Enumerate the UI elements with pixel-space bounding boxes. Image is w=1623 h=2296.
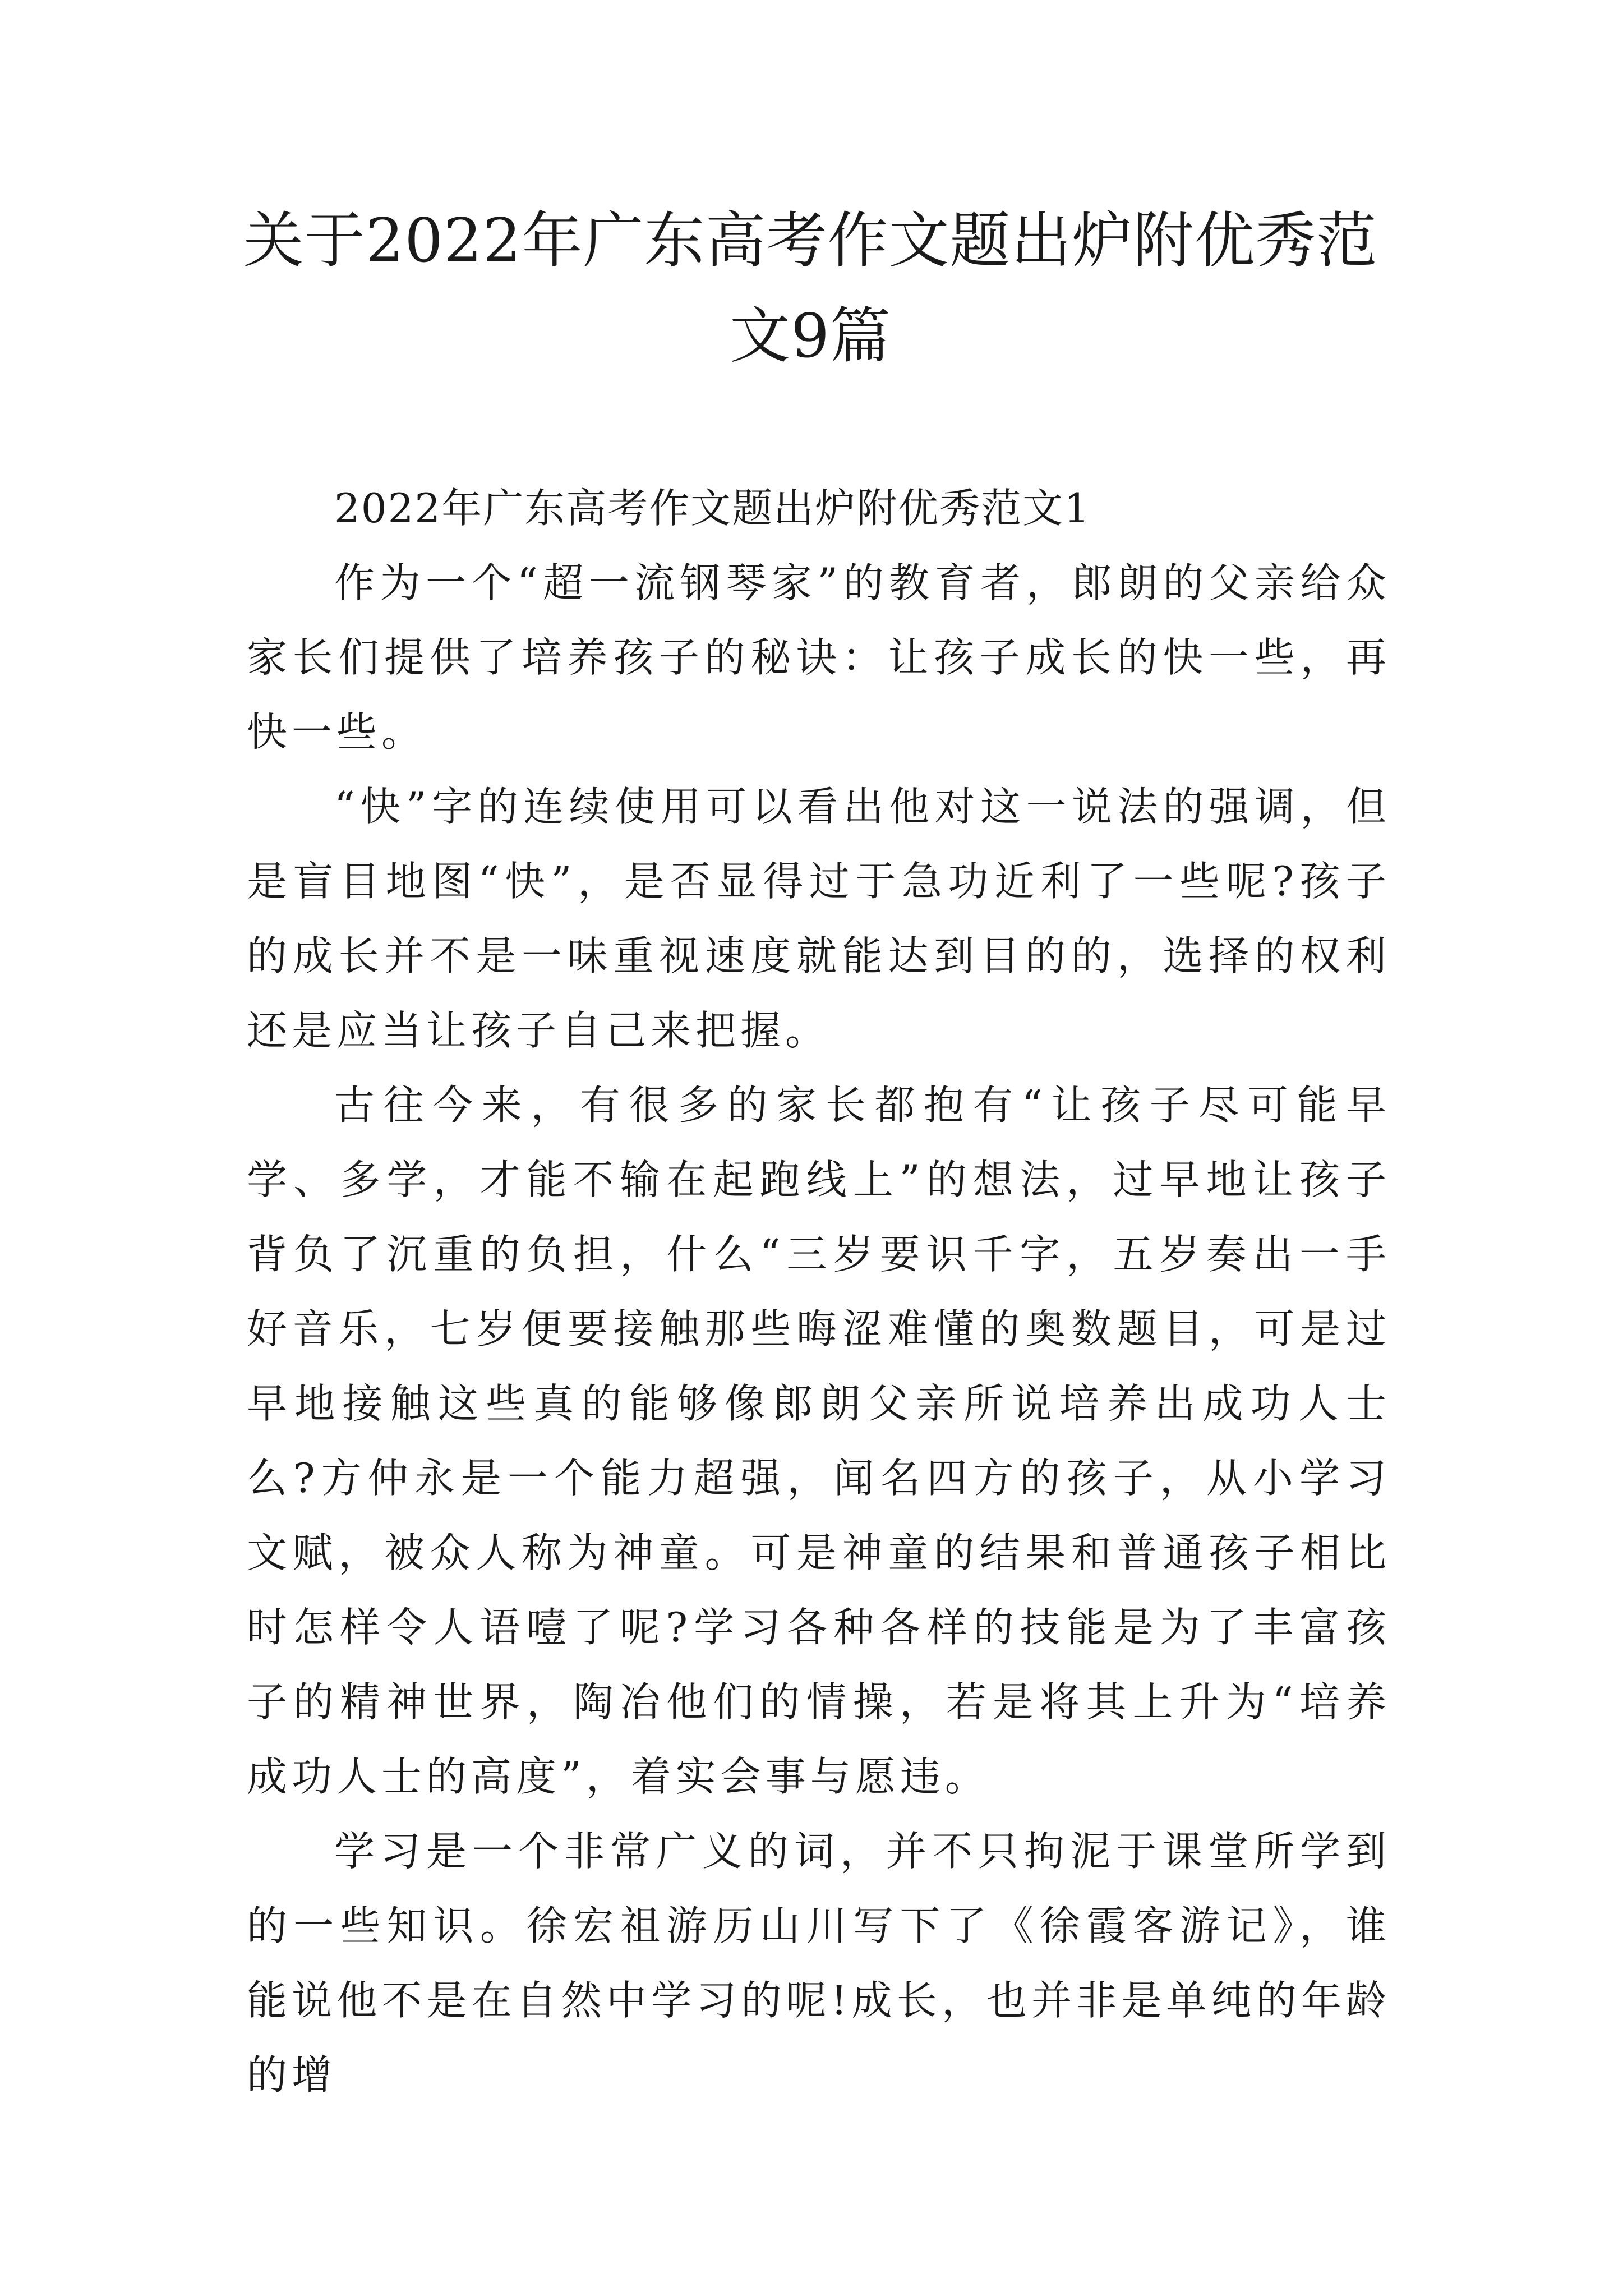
paragraph: “快”字的连续使用可以看出他对这一说法的强调，但是盲目地图“快”，是否显得过于急功近利了一些呢?孩子的成长并不是一味重视速度就能达到目的的，选择的权利还是应当让孩子自己来把握。 — [247, 783, 1391, 1054]
paragraph: 学习是一个非常广义的词，并不只拘泥于课堂所学到的一些知识。徐宏祖游历山川写下了《徐霞客游记》，谁能说他不是在自然中学习的呢!成长，也并非是单纯的年龄的增 — [247, 1828, 1391, 2099]
section-heading: 2022年广东高考作文题出炉附优秀范文1 — [334, 485, 1091, 532]
document-title: 关于2022年广东高考作文题出炉附优秀范文9篇 — [243, 206, 1378, 371]
document-body — [247, 471, 1391, 2113]
paragraph: 作为一个“超一流钢琴家”的教育者，郎朗的父亲给众家长们提供了培养孩子的秘诀：让孩子成长的快一些，再快一些。 — [247, 559, 1391, 756]
paragraph: 古往今来，有很多的家长都抱有“让孩子尽可能早学、多学，才能不输在起跑线上”的想法，过早地让孩子背负了沉重的负担，什么“三岁要识千字，五岁奏出一手好音乐，七岁便要接触那些晦涩难懂的奥数题目，可是过早地接触这些真的能够像郎朗父亲所说培养出成功人士么?方仲永是一个能力超强，闻名四方的孩子，从小学习文赋，被众人称为神童。可是神童的结果和普通孩子相比时怎样令人语噎了呢?学习各种各样的技能是为了丰富孩子的精神世界，陶冶他们的情操，若是将其上升为“培养成功人士的高度”，着实会事与愿违。 — [247, 1082, 1391, 1800]
